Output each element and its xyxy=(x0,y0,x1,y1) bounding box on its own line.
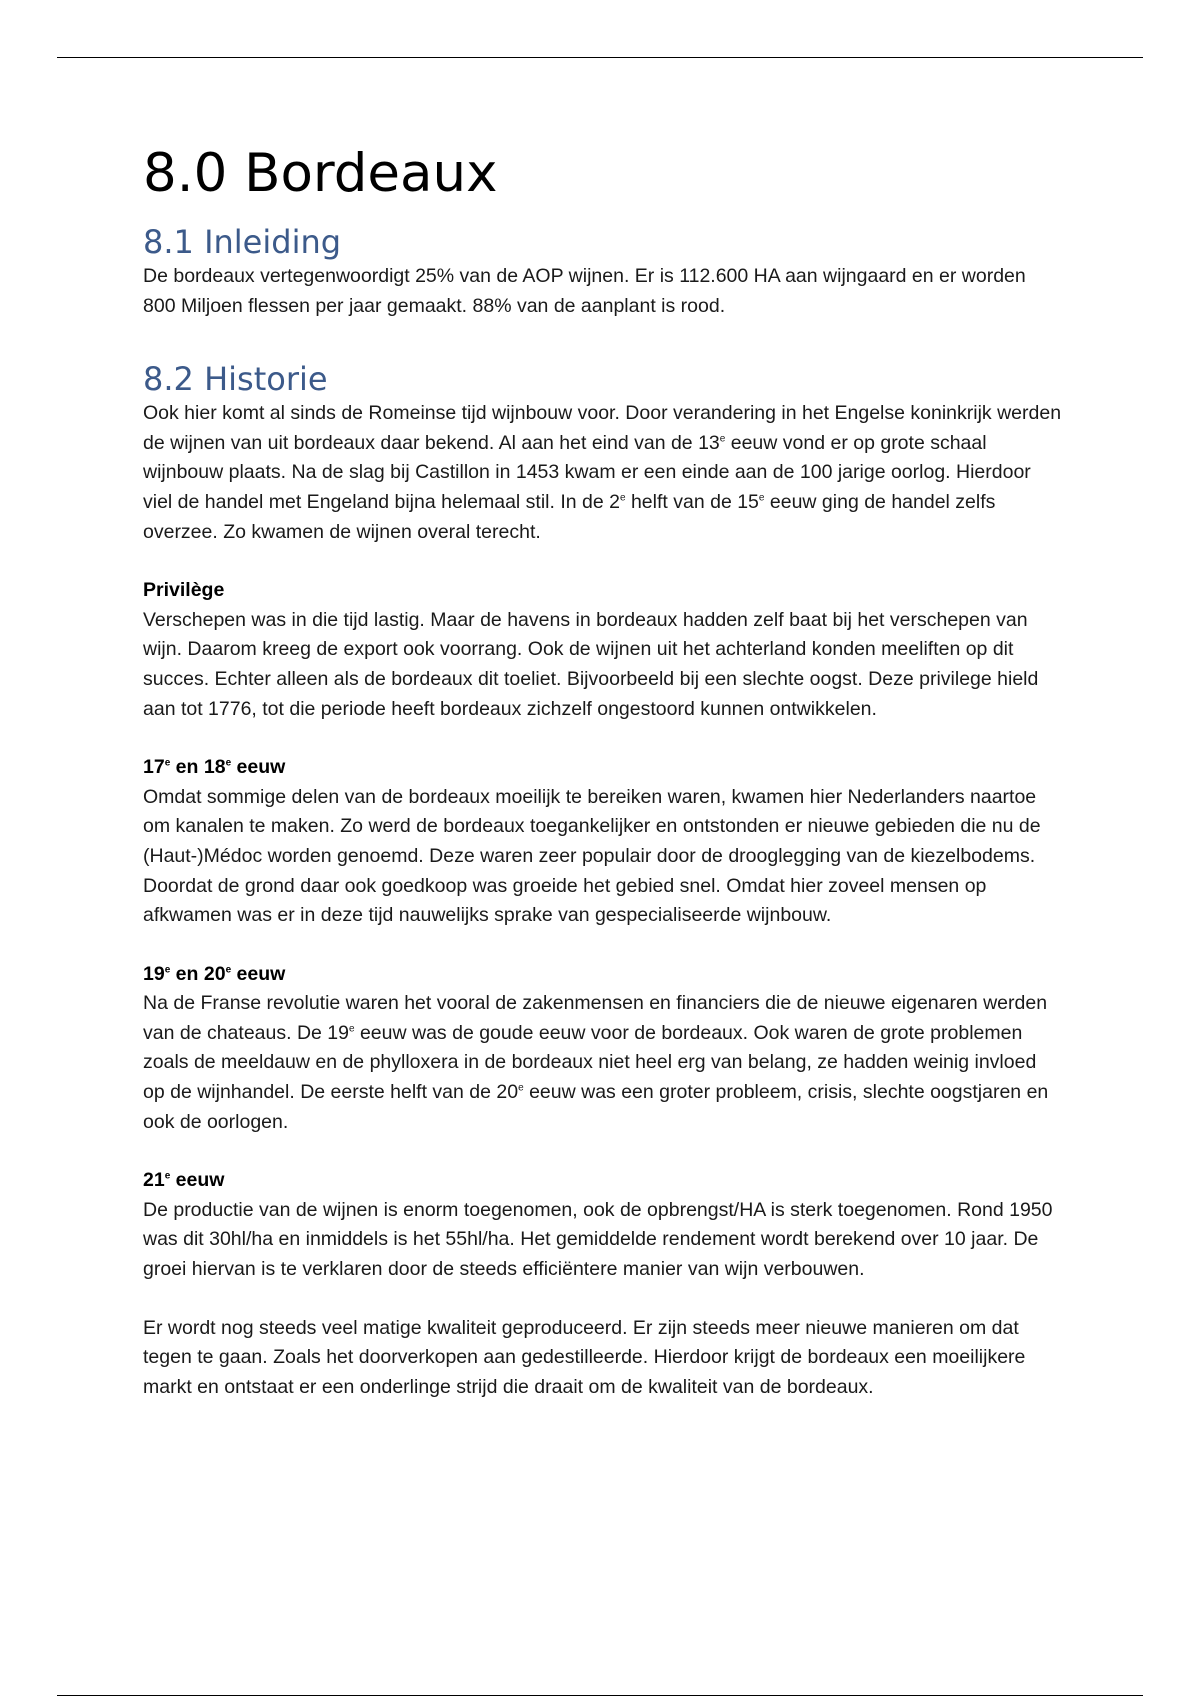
subheading-17e-18e-eeuw: 17e en 18e eeuw xyxy=(143,756,286,779)
spacer xyxy=(143,547,1063,576)
paragraph-historie: Ook hier komt al sinds de Romeinse tijd wijnbouw voor. Door verandering in het Engelse koninkrijk werden de wijnen van uit bordeaux daar bekend. Al aan het eind van de 13e eeuw vond er op grote schaal wijnbouw plaats. Na de slag bij Castillon in 1453 kwam er een einde aan de 100 jarige oorlog. Hierdoor viel de handel met Engeland bijna helemaal stil. In de 2e helft van de 15e eeuw ging de handel zelfs overzee. Zo kwamen de wijnen overal terecht. xyxy=(143,402,1062,543)
paragraph-21e-eeuw-2: Er wordt nog steeds veel matige kwaliteit geproduceerd. Er zijn steeds meer nieuwe manieren om dat tegen te gaan. Zoals het doorverkopen aan gedestilleerde. Hierdoor krijgt de bordeaux een moeilijkere markt en ontstaat er een onderlinge strijd die draait om de kwaliteit van de bordeaux. xyxy=(143,1316,1026,1398)
spacer xyxy=(143,1285,1063,1314)
paragraph-19e-20e-eeuw: Na de Franse revolutie waren het vooral de zakenmensen en financiers die de nieuwe eigenaren werden van de chateaus. De 19e eeuw was de goude eeuw voor de bordeaux. Ook waren de grote problemen zoals de meeldauw en de phylloxera in de bordeaux niet heel erg van belang, ze hadden weinig invloed op de wijnhandel. De eerste helft van de 20e eeuw was een groter probleem, crisis, slechte oogstjaren en ook de oorlogen. xyxy=(143,992,1049,1133)
paragraph-inleiding: De bordeaux vertegenwoordigt 25% van de AOP wijnen. Er is 112.600 HA aan wijngaard en er worden 800 Miljoen flessen per jaar gemaakt. 88% van de aanplant is rood. xyxy=(143,265,1026,317)
subheading-privilege: Privilège xyxy=(143,579,225,602)
document-page xyxy=(143,140,1063,1402)
section-heading-historie: 8.2 Historie xyxy=(143,360,328,399)
spacer xyxy=(143,1137,1063,1166)
paragraph-privilege: Verschepen was in die tijd lastig. Maar de havens in bordeaux hadden zelf baat bij het verschepen van wijn. Daarom kreeg de export ook voorrang. Ook de wijnen uit het achterland konden meeliften op dit succes. Echter alleen als de bordeaux dit toeliet. Bijvoorbeeld bij een slechte oogst. Deze privilege hield aan tot 1776, tot die periode heeft bordeaux zichzelf ongestoord kunnen ontwikkelen. xyxy=(143,608,1039,720)
spacer xyxy=(143,321,1063,359)
footer-rule xyxy=(57,1695,1143,1696)
subheading-19e-20e-eeuw: 19e en 20e eeuw xyxy=(143,962,286,985)
section-heading-inleiding: 8.1 Inleiding xyxy=(143,223,342,261)
paragraph-21e-eeuw-1: De productie van de wijnen is enorm toegenomen, ook de opbrengst/HA is sterk toegenomen. Rond 1950 was dit 30hl/ha en inmiddels is het 55hl/ha. Het gemiddelde rendement wordt berekend over 10 jaar. De groei hiervan is te verklaren door de steeds efficiëntere manier van wijn verbouwen. xyxy=(143,1198,1053,1281)
subheading-21e-eeuw: 21e eeuw xyxy=(143,1169,225,1192)
header-rule xyxy=(57,57,1143,58)
paragraph-17e-18e-eeuw: Omdat sommige delen van de bordeaux moeilijk te bereiken waren, kwamen hier Nederlanders naartoe om kanalen te maken. Zo werd de bordeaux toegankelijker en ontstonden er nieuwe gebieden die nu de (Haut-)Médoc worden genoemd. Deze waren zeer populair door de drooglegging van de kiezelbodems. Doordat de grond daar ook goedkoop was groeide het gebied snel. Omdat hier zoveel mensen op afkwamen was er in deze tijd nauwelijks sprake van gespecialiseerde wijnbouw. xyxy=(143,785,1041,927)
spacer xyxy=(143,724,1063,753)
spacer xyxy=(143,931,1063,960)
page-title: 8.0 Bordeaux xyxy=(143,143,498,204)
